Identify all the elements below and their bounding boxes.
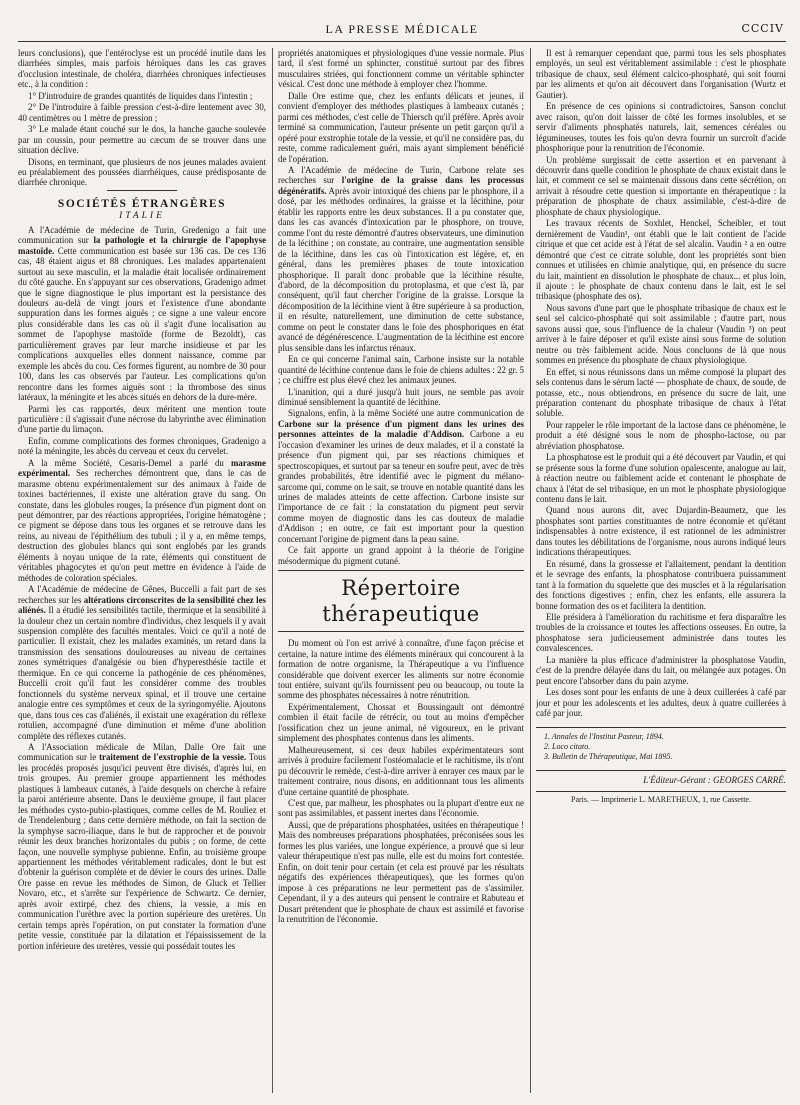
paragraph: Disons, en terminant, que plusieurs de nos jeunes malades avaient eu préalablement des poussées diarrhéiques, cause prédisposante de diarrhée chronique.	[18, 156, 266, 188]
divider	[107, 190, 177, 191]
paragraph: En effet, si nous réunissons dans un même composé la plupart des sels contenus dans le sérum lacté — phosphate de chaux, de soude, de potasse, etc., nous obtiendrons, en présence du sucre de lait, une préparation contenant du phosphate tribasique de chaux à l'état soluble.	[536, 366, 786, 419]
footnote: 2. Loco citato.	[544, 741, 591, 751]
paragraph: Ce fait apporte un grand appoint à la théorie de l'origine mésodermique du pigment cutané.	[278, 545, 524, 566]
bold-topic: traitement de l'exstrophie de la vessie.	[99, 752, 247, 763]
text-run: A l'Académie de médecine de Turin, Gredenigo a fait une communication sur	[18, 224, 266, 246]
text-run: A l'Académie de médecine de Turin, Carbone relate ses recherches sur	[278, 164, 524, 186]
paragraph: Parmi les cas rapportés, deux méritent une mention toute particulière : il s'agissait d'une nécrose du labyrinthe avec élimination d'une partie du limaçon.	[18, 403, 266, 435]
paragraph: Les travaux récents de Soxhlet, Henckel, Scheibler, et tout dernièrement de Vaudin¹, ont établi que le lait contient de l'acide citrique et que cet acide est à l'état de sel alcalin. Vaudin ² a en outre démontré que c'est ce citrate soluble, dont les propriétés sont bien connues et utilisées en chimie analytique, qui, en présence du sucre du lait, maintient en dissolution le phosphate de chaux... et plus loin, il ajoute : le phosphate de chaux contenu dans le lait, est le sel tribasique (phosphate des os).	[536, 218, 786, 302]
text-run: Ses recherches démontrent que, dans le cas de marasme obtenu expérimentalement sur des animaux à l'aide de toxines bactériennes, il existe une altération grave du sang. On constate, dans les globules rouges, la présence d'un pigment dont on peut démontrer, par des réactions appropriées, l'origine hématogène ; ce pigment se dépose dans tous les organes et se retrouve dans les reins, au niveau de l'épithélium des tubuli ; il y a, en même temps, destruction des globules blancs qui sont englobés par les grands éléments à noyau unique de la rate, éléments qui constituent de véritables phagocytes et qu'on peut mettre en évidence à l'aide de méthodes de coloration spéciales.	[18, 468, 266, 583]
repertoire-title: Répertoire thérapeutique	[278, 570, 524, 632]
bold-topic: l'origine de la graisse dans les processus dégénératifs.	[278, 175, 524, 196]
paragraph: Elle présidera à l'amélioration du rachitisme et fera disparaître les troubles de la croissance et toutes les affections osseuses. En outre, la phosphatose sera judicieusement administrée dans toutes les convalescences.	[536, 612, 786, 654]
column-2	[278, 48, 524, 1093]
paragraph: 2° De l'introduire à faible pression c'est-à-dire lentement avec 30, 40 centimètres ou 1 mètre de pression ;	[18, 102, 266, 123]
paragraph: leurs conclusions), que l'entéroclyse est un procédé inutile dans les diarrhées simples, mais parfois héroïques dans les cas graves d'occlusion intestinale, de choléra, diarrhées chroniques infectieuses etc., à la condition :	[18, 48, 266, 90]
page-header	[18, 18, 786, 42]
paragraph: Du moment où l'on est arrivé à connaître, d'une façon précise et certaine, la nature intime des éléments minéraux qui concourent à la formation de notre organisme, la Thérapeutique a vu l'influence considérable que doivent exercer les aliments sur notre économie tout entière, suivant qu'ils fournissent peu ou beaucoup, ou toute la somme des phosphates nécessaires à notre rénutrition.	[278, 638, 524, 701]
column-3	[536, 48, 786, 1093]
paragraph: L'inanition, qui a duré jusqu'à huit jours, ne semble pas avoir diminué sensiblement la quantité de lécithine.	[278, 386, 524, 407]
paragraph	[18, 225, 266, 403]
paragraph: Enfin, comme complications des formes chroniques, Gradenigo a noté la méningite, les abcès du cerveau et ceux du cervelet.	[18, 435, 266, 457]
paragraph: En résumé, dans la grossesse et l'allaitement, pendant la dentition et le sevrage des enfants, la phosphatose contribuera puissamment tant à la formation du squelette que des muscles et à la régularisation des fonctions digestives ; enfin, chez les enfants, elle assurera la bonne formation des os et facilitera la dentition.	[536, 558, 786, 611]
section-title: SOCIÉTÉS ÉTRANGÈRES	[57, 197, 227, 210]
page-number: CCCIV	[741, 22, 784, 35]
paragraph: En ce qui concerne l'animal sain, Carbone insiste sur la notable quantité de lécithine contenue dans le foie de chiens adultes : 22 gr. 5 ; ce chiffre est plus élevé chez les animaux jeunes.	[278, 354, 524, 386]
column-rule	[272, 48, 273, 1093]
column-1	[18, 48, 266, 1093]
paragraph	[18, 742, 266, 951]
paragraph: Un problème surgissait de cette assertion et en parvenant à découvrir dans quelle condition le phosphate de chaux existait dans le lait, et comment ce sel se maintenait dissous dans cette sécrétion, on arrivait à résoudre cette question si importante en thérapeutique : la préparation de phosphate de chaux assimilable, c'est-à-dire de phosphate de chaux physiologique.	[536, 154, 786, 217]
paragraph: Expérimentalement, Chossat et Boussingault ont démontré combien il était facile de rétrécir, ou tout au moins d'empêcher l'ossification chez un jeune animal, né vigoureux, en le privant simplement des phosphates contenus dans les aliments.	[278, 701, 524, 744]
paragraph	[278, 165, 524, 353]
text-run: Il a étudié les sensibilités tactile, thermique et la sensibilité à la douleur chez un certain nombre d'individus, chez lesquels il y avait suspension complète des facultés mentales. Voici ce qu'il a noté de particulier. Il existait, chez les malades examinés, un retard dans la transmission des sensations douloureuses au niveau de certaines zones symétriques d'analgésie ou bien d'hyperesthésie tactile et thermique. En ce qui concerne la pathogénie de ces phénomènes, Buccelli croit qu'il faut les considérer comme des troubles fonctionnels du système nerveux spinal, et il trouve une certaine analogie entre ces symptômes et ceux de la syringomyélie. Ajoutons que, dans tous ces cas d'aliénés, il existait une exagération du réflexe rotulien, accompagné d'une diminution et même d'une abolition complète des réflexes cutanés.	[18, 605, 266, 741]
paragraph	[18, 584, 266, 741]
printer-line: Paris. — Imprimerie L. MARETHEUX, 1, rue Cassette.	[536, 791, 786, 805]
section-subtitle: ITALIE	[119, 211, 165, 222]
footnote: 1. Annales de l'Institut Pasteur, 1894.	[544, 731, 664, 741]
paragraph: Nous savons d'une part que le phosphate tribasique de chaux est le seul sel calcico-phosphaté qui soit assimilable ; d'autre part, nous savons aussi que, sous l'influence de la chaleur (Vaudin ³) on peut arriver à le faire déposer et qu'il existe ainsi sous forme de solution neutre ou très faiblement acide. Nous concluons de là que nous sommes en présence du phosphate de chaux physiologique.	[536, 302, 786, 366]
paragraph	[18, 458, 266, 583]
bold-topic: altérations circonscrites de la sensibilité chez les aliénés.	[18, 594, 266, 616]
paragraph: propriétés anatomiques et physiologiques d'une vessie normale. Plus tard, il s'est formé un sphincter, constitué surtout par des fibres musculaires striées, qui fonctionnent comme un véritable sphincter vésical. C'est donc une méthode à employer chez l'homme.	[278, 48, 524, 90]
text-run: Après avoir intoxiqué des chiens par le phosphore, il a dosé, par les méthodes ordinaires, la graisse et la lécithine, pour établir les rapports entre les deux substances. Il a pu constater que, dans les cas avancés d'intoxication par le phosphore, on trouve, comme l'ont du reste démontré d'autres observateurs, une diminution de la lécithine ; on constate, au contraire, une augmentation sensible de la lécithine, dans les cas où l'intoxication est légère, et, en général, dans les premières phases de toute intoxication phosphorique. Il paraît donc probable que la lécithine résulte, d'abord, de la décomposition du protoplasma, et que c'est là, par conséquent, qu'il faut chercher l'origine de la graisse. Lorsque la décomposition de la lécithine vient à être supérieure à sa production, il en résulte, naturellement, une diminution de cette substance, comme on peut le constater dans le foie des phosphoriques en état avancé de dégénérescence. L'augmentation de la lécithine est encore plus sensible dans les infarctus rénaux.	[278, 185, 524, 353]
paragraph: Aussi, que de préparations phosphatées, usitées en thérapeutique ! Mais des nombreuses préparations phosphatées, préconisées sous les formes les plus variées, une longue expérience, a prouvé que si leur valeur thérapeutique n'est pas nulle, elle est du moins fort contestée. Enfin, on doit tenir pour certain (et cela est prouvé par les résultats négatifs des expériences thérapeutiques), que les formes qu'on impose à ces préparations ne leur permettent pas de s'assimiler. Cependant, il y a des auteurs qui pensent le contraire et Rabuteau et Dusart prétendent que le phosphate de chaux est assimilé et favorise la renutrition de l'économie.	[278, 819, 524, 924]
journal-title: LA PRESSE MÉDICALE	[325, 22, 479, 36]
newspaper-page	[18, 18, 786, 1093]
paragraph: Malheureusement, si ces deux habiles expérimentateurs sont arrivés à produire facilement l'ostéomalacie et le rachitisme, ils n'ont pu découvrir le remède, c'est-à-dire arriver à enrayer ces maux par le traitement contraire, nous disons, en additionnant tous les aliments d'une certaine quantité de phosphate.	[278, 744, 524, 797]
text-run: Tous les procédés proposés jusqu'ici peuvent être divisés, d'après lui, en trois groupes. Au premier groupe appartiennent les méthodes plastiques à lambeaux cutanés, à l'aide desquels on cherche à refaire la paroi antérieure absente. Dans le deuxième groupe, il faut placer les méthodes cysto-pubio-plastiques, comme celles de M. Rouliez et de Trendelenburg ; dans cette dernière méthode, on fait la section de la symphyse sacro-iliaque, dans le but de rapprocher et de pouvoir réunir les deux branches horizontales du pubis ; on forme, de cette façon, une nouvelle symphyse pubienne. Enfin, au troisième groupe appartiennent les méthodes véritablement radicales, dont le but est d'obtenir la guérison complète et de dévier le cours des urines. Dalle Ore passe en revue les méthodes de Simon, de Gluck et Tellier Novaro, etc., et s'arrête sur l'expérience de Schwartz. Ce dernier, après avoir extirpé, chez des chiens, la vessie, a mis en communication l'urèthre avec la portion supérieure des uretères. Un certain temps après l'opération, on put constater la formation d'une petite vessie, constituée par la dilatation et l'épaississement de la portion inférieure des uretères, vessie qui possédait toutes les	[18, 752, 266, 951]
paragraph: 1° D'introduire de grandes quantités de liquides dans l'intestin ;	[28, 90, 253, 101]
bold-topic: Carbone sur la présence d'un pigment dans les urines des personnes atteintes de la maladie d'Addison.	[278, 418, 524, 440]
paragraph: Pour rappeler le rôle important de la lactose dans ce phénomène, le produit a été désigné sous le nom de phospho-lactose, ou par abréviation phosphatose.	[536, 419, 786, 451]
text-run: Carbone a eu l'occasion d'examiner les urines de deux malades, et il a constaté la présence d'un pigment qui, par ses réactions chimiques et spectroscopiques, et surtout par sa teneur en soufre peut, avec de très grandes probabilités, être identifié avec le pigment du mélano-sarcome qui, comme on le sait, se trouve en notable quantité dans les urines de malades atteints de cette affection. Carbone insiste sur l'importance de ce fait : la constatation du pigment peut servir comme moyen de diagnostic dans les cas douteux de maladie d'Addison ; en outre, ce fait est important pour la question concernant l'origine de pigment dans la peau saine.	[278, 429, 524, 544]
paragraph: 3° Le malade étant couché sur le dos, la hanche gauche soulevée par un coussin, pour permettre au cæcum de se trouver dans une situation déclive.	[18, 124, 266, 156]
paragraph	[278, 408, 524, 544]
bold-topic: marasme expérimental.	[18, 457, 266, 479]
paragraph: Quand nous aurons dit, avec Dujardin-Beaumetz, que les phosphates sont parties constituantes de notre économie et qu'étant indispensables à notre existence, il est rationnel de les administrer dans toutes les débilitations de l'organisme, nous aurons indiqué leurs indications thérapeutiques.	[536, 505, 786, 558]
bold-topic: la pathologie et la chirurgie de l'apophyse mastoïde.	[18, 235, 266, 256]
paragraph: La manière la plus efficace d'administrer la phosphatose Vaudin, c'est de la prendre délayée dans du lait, ou mélangée aux potages. On peut encore l'absorber dans du pain azyme.	[536, 654, 786, 686]
paragraph: Les doses sont pour les enfants de une à deux cuillerées à café par jour et pour les adolescents et les adultes, deux à quatre cuillerées à café par jour.	[536, 687, 786, 719]
paragraph: Dalle Ore estime que, chez les enfants délicats et jeunes, il convient d'employer des méthodes plastiques à lambeaux cutanés ; parmi ces méthodes, c'est celle de Thiersch qu'il préfère. Après avoir terminé sa communication, l'auteur présente un petit garçon qu'il a opéré pour exstrophie totale de la vessie, et qu'il ne considère pas, du reste, comme radicalement guéri, mais ayant simplement bénéficié de l'opération.	[278, 90, 524, 164]
paragraph: Il est à remarquer cependant que, parmi tous les sels phosphates employés, un seul est véritablement assimilable : c'est le phosphate tribasique de chaux, seul élément calcico-phosphaté, qui soit fourni par les aliments et qu'on ait découvert dans l'organisation (Wurtz et Gautier).	[536, 48, 786, 100]
column-rule	[530, 48, 531, 1093]
text-run: A l'Association médicale de Milan, Dalle Ore fait une communication sur le	[18, 742, 266, 763]
text-run: Cette communication est basée sur 136 cas. De ces 136 cas, 48 étaient aigus et 88 chroniques. Les malades appartenaient surtout au sexe masculin, et la maladie était localisée ordinairement du côté gauche. En s'appuyant sur ces observations, Gradenigo admet que le signe diagnostique le plus important est la persistance des douleurs au-delà de vingt jours et l'existence d'une abondante suppuration dans les formes aiguës ; ce signe a une valeur encore plus considérable dans les cas où il s'agit d'une localisation au sommet de l'apophyse mastoïde (forme de Bezoldt), cas particulièrement graves par leur marche insidieuse et par les complications auxquelles elles donnent naissance, comme par exemple les abcès du cou. Ces formes figurent, au nombre de 30 pour 100, dans les cas observés par l'auteur. Les complications qu'on rencontre dans les formes aiguës sont : la thrombose des sinus latéraux, la méningite et les abcès situés en dehors de la dure-mère.	[18, 245, 266, 403]
paragraph: En présence de ces opinions si contradictoires, Sanson conclut avec raison, qu'on doit laisser de côté les formes insolubles, et se servir d'aliments phosphatés naturels, lait, semences céréales ou légumineuses, toutes les fois qu'on devra fournir un surcroît d'acide phosphorique pour la renutrition de l'économie.	[536, 101, 786, 154]
footnotes	[536, 727, 786, 762]
text-run: Signalons, enfin, à la même Société une autre communication de	[288, 408, 524, 419]
text-run: A la même Société, Cesaris-Demel a parlé du	[28, 457, 231, 468]
editor-line: L'Éditeur-Gérant : GEORGES CARRÉ.	[536, 770, 786, 785]
text-run: A l'Académie de médecine de Gênes, Buccelli a fait part de ses recherches sur les	[18, 584, 266, 605]
paragraph: C'est que, par malheur, les phosphates ou la plupart d'entre eux ne sont pas assimilables, et passent inertes dans l'économie.	[278, 798, 524, 819]
footnote: 3. Bulletin de Thérapeutique, Mai 1895.	[544, 751, 673, 761]
paragraph: La phosphatose est le produit qui a été découvert par Vaudin, et qui se présente sous la forme d'une solution opalescente, analogue au lait, à réaction neutre ou faiblement acide et contenant le phosphate de chaux à l'état de sel tribasique, en un mot le phosphate physiologique contenu dans le lait.	[536, 452, 786, 505]
